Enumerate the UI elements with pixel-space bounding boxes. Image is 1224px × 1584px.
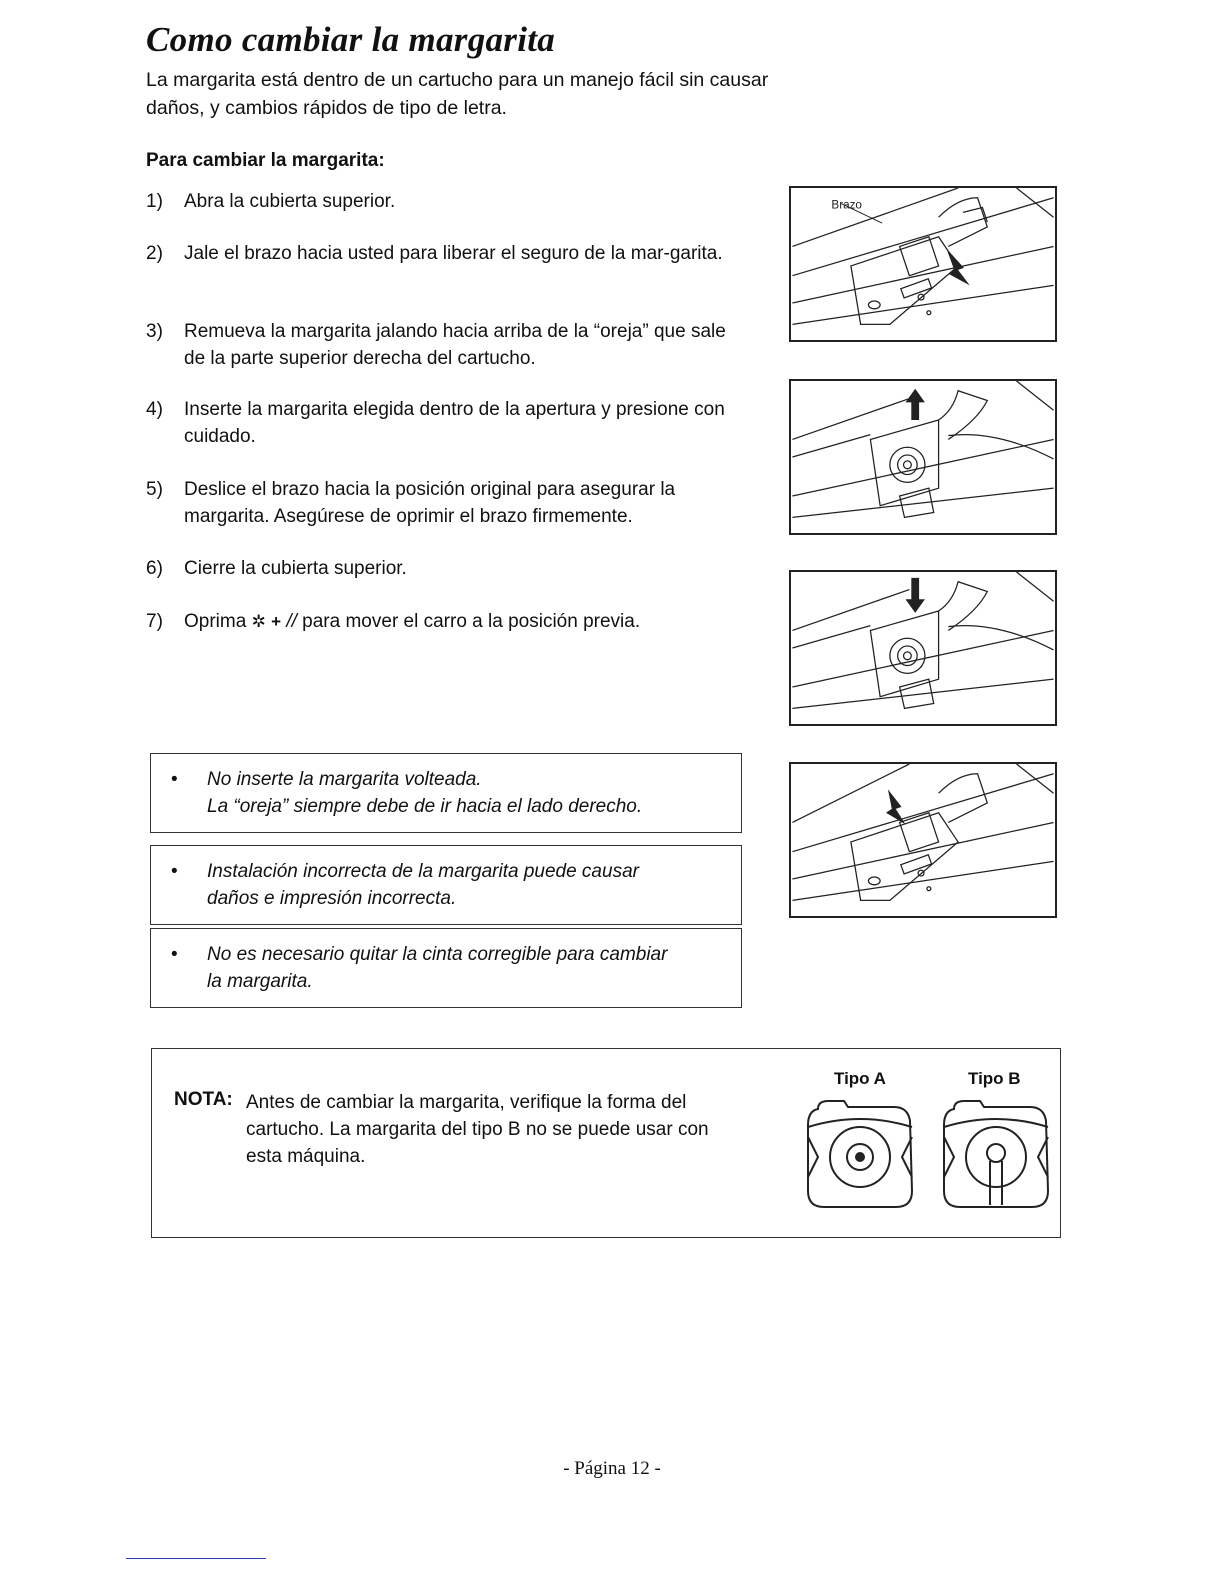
step-number: 3) [146,321,163,342]
step-number: 1) [146,191,163,212]
step-text: Inserte la margarita elegida dentro de la apertura y presione con cuidado. [184,399,725,447]
wheel-insert-drawing [791,572,1055,724]
step-text: Deslice el brazo hacia la posición original para asegurar la margarita. Asegúrese de oprimir el brazo firmemente. [184,479,676,527]
bottom-divider [126,1558,266,1559]
wheel-remove-drawing [791,381,1055,533]
warning-line: Instalación incorrecta de la margarita puede causar [207,861,639,882]
cartridge-type-b-icon [940,1097,1052,1213]
step-4 [146,396,746,450]
intro-paragraph: La margarita está dentro de un cartucho para un manejo fácil sin causar daños, y cambios rápidos de tipo de letra. [146,69,769,119]
arm-label: Brazo [831,198,862,212]
step-number: 5) [146,479,163,500]
step-6 [146,555,746,582]
note-box [151,1048,1061,1238]
note-text: Antes de cambiar la margarita, verifique la forma del cartucho. La margarita del tipo B no se puede usar con esta máquina. [246,1092,709,1167]
bullet: • [171,944,178,965]
warning-line: No inserte la margarita volteada. [207,769,482,790]
step-text [184,608,746,635]
warning-line: No es necesario quitar la cinta corregible para cambiar [207,944,668,965]
step-text: Jale el brazo hacia usted para liberar el seguro de la mar-garita. [184,243,723,264]
arm-return-drawing [791,764,1055,916]
illustration-remove-wheel [789,379,1057,535]
warning-line: daños e impresión incorrecta. [207,888,457,909]
step-7-prefix: Oprima [184,611,247,632]
step-number: 7) [146,611,163,632]
step-5 [146,476,746,530]
bullet: • [171,769,178,790]
step-text: Remueva la margarita jalando hacia arriba de la “oreja” que sale de la parte superior derecha del cartucho. [184,321,726,369]
code-key-icon: ✲ [251,612,266,631]
plus-sign: + [271,612,282,631]
warning-box-orientation [150,753,742,833]
backspace-symbol: // [286,611,297,632]
step-2 [146,240,746,267]
warning-box-ribbon [150,928,742,1008]
warning-line: La “oreja” siempre debe de ir hacia el lado derecho. [207,796,643,817]
step-3 [146,318,746,372]
printer-arm-drawing [791,188,1055,340]
step-number: 6) [146,558,163,579]
cartridge-type-a-icon [804,1097,916,1213]
illustration-return-arm [789,762,1057,918]
step-text: Cierre la cubierta superior. [184,558,407,579]
type-b-label: Tipo B [968,1069,1021,1088]
warning-box-installation [150,845,742,925]
note-label: NOTA: [174,1089,233,1110]
page-number: - Página 12 - [563,1458,661,1479]
step-text: Abra la cubierta superior. [184,191,396,212]
step-7 [146,608,746,635]
bullet: • [171,861,178,882]
step-number: 2) [146,243,163,264]
step-1 [146,188,746,215]
page-title: Como cambiar la margarita [146,20,556,59]
step-number: 4) [146,399,163,420]
step-7-suffix: para mover el carro a la posición previa. [302,611,641,632]
steps-heading: Para cambiar la margarita: [146,150,385,171]
warning-line: la margarita. [207,971,313,992]
illustration-pull-arm [789,186,1057,342]
type-a-label: Tipo A [834,1069,886,1088]
illustration-insert-wheel [789,570,1057,726]
